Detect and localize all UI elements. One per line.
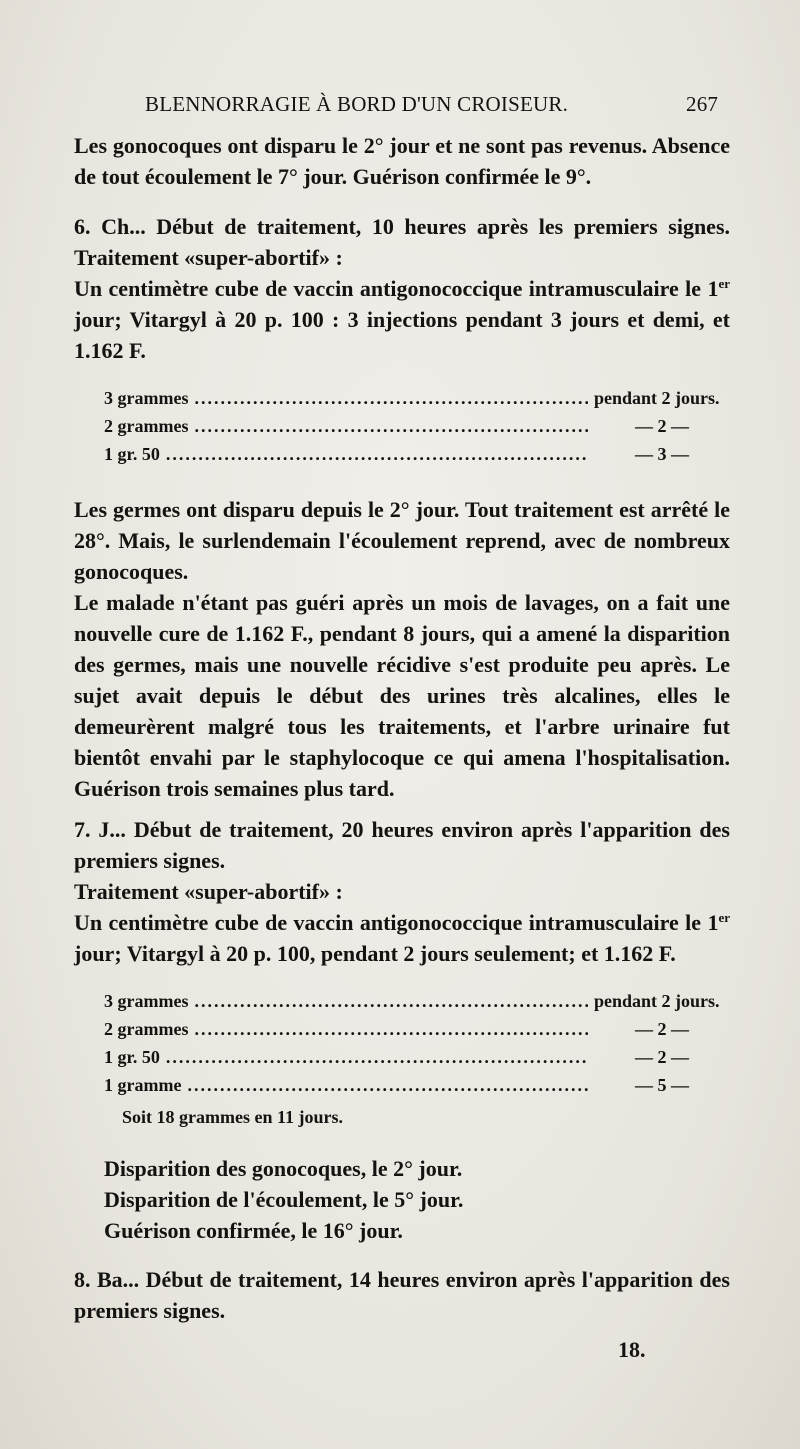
dose-amount: 2 grammes (104, 416, 189, 436)
dose-row (74, 1015, 730, 1043)
page-number: 267 (686, 92, 719, 116)
case6-para2: Le malade n'étant pas guéri après un mois de lavages, on a fait une nouvelle cure de 1.162 F., pendant 8 jours, qui a amené la disparition des germes, mais une nouvelle récidive s'est produite peu après. Le sujet avait depuis le début des urines très alcalines, elles le demeurèrent malgré tous les traitements, et l'arbre urinaire fut bientôt envahi par le staphylocoque ce qui amena l'hospitalisation. Guérison trois semaines plus tard. (74, 590, 730, 801)
dose-row (74, 987, 730, 1015)
running-title: BLENNORRAGIE À BORD D'UN CROISEUR. (145, 92, 569, 116)
dose-duration: — 3 — (635, 444, 689, 464)
case6-treatment (74, 273, 730, 366)
case7-dose-table (74, 987, 730, 1131)
running-header (0, 92, 800, 126)
dose-duration: — 2 — (635, 416, 689, 436)
dose-duration-cell (594, 1043, 730, 1071)
dose-amount: 1 gr. 50 (104, 444, 160, 464)
dose-duration-cell (594, 1071, 730, 1099)
leader-dots (194, 384, 588, 412)
case7-treatment-sup: er (718, 910, 730, 925)
case7-result: Disparition des gonocoques, le 2° jour. (104, 1156, 463, 1181)
dose-amount: 3 grammes (104, 388, 189, 408)
case6-treatment-sup: er (718, 276, 730, 291)
case7-results (74, 1153, 730, 1246)
case7-total: Soit 18 grammes en 11 jours. (122, 1107, 343, 1127)
dose-amount: 2 grammes (104, 1019, 189, 1039)
dose-duration: pendant 2 jours. (594, 991, 720, 1011)
dose-row (74, 1071, 730, 1099)
case7-treatment-b: jour; Vitargyl à 20 p. 100, pendant 2 jours seulement; et 1.162 F. (74, 941, 676, 966)
dose-duration-cell (594, 1015, 730, 1043)
case7-treatment (74, 907, 730, 969)
leader-dots (187, 1071, 588, 1099)
case6-intro: 6. Ch... Début de traitement, 10 heures après les premiers signes. Traitement «super-abortif» : (74, 214, 730, 270)
dose-duration: pendant 2 jours. (594, 388, 720, 408)
leader-dots (194, 987, 588, 1015)
dose-amount: 1 gramme (104, 1075, 182, 1095)
case6-treatment-b: jour; Vitargyl à 20 p. 100 : 3 injections pendant 3 jours et demi, et 1.162 F. (74, 307, 730, 363)
dose-row (74, 412, 730, 440)
case8-intro: 8. Ba... Début de traitement, 14 heures environ après l'apparition des premiers signes. (74, 1267, 730, 1323)
page-body (74, 130, 730, 1326)
dose-duration-cell (594, 440, 730, 468)
leader-dots (166, 1043, 588, 1071)
dose-row (74, 440, 730, 468)
dose-amount: 3 grammes (104, 991, 189, 1011)
dose-duration: — 5 — (635, 1075, 689, 1095)
case7-result: Guérison confirmée, le 16° jour. (104, 1218, 403, 1243)
signature-mark: 18. (618, 1337, 646, 1362)
case6-para1: Les germes ont disparu depuis le 2° jour. Tout traitement est arrêté le 28°. Mais, le surlendemain l'écoulement reprend, avec de nombreux gonocoques. (74, 497, 730, 584)
case7-result: Disparition de l'écoulement, le 5° jour. (104, 1187, 464, 1212)
case7-treatment-label: Traitement «super-abortif» : (74, 879, 343, 904)
dose-duration: — 2 — (635, 1019, 689, 1039)
leader-dots (194, 1015, 588, 1043)
case7-intro: 7. J... Début de traitement, 20 heures environ après l'apparition des premiers signes. (74, 817, 730, 873)
case6-treatment-a: Un centimètre cube de vaccin antigonococcique intramusculaire le 1 (74, 276, 719, 301)
dose-row (74, 384, 730, 412)
case6-dose-table (74, 384, 730, 468)
dose-duration-cell (594, 412, 730, 440)
leader-dots (166, 440, 588, 468)
case7-treatment-a: Un centimètre cube de vaccin antigonococcique intramusculaire le 1 (74, 910, 719, 935)
dose-row (74, 1043, 730, 1071)
dose-amount: 1 gr. 50 (104, 1047, 160, 1067)
paragraph-case5-end: Les gonocoques ont disparu le 2° jour et ne sont pas revenus. Absence de tout écoulement le 7° jour. Guérison confirmée le 9°. (74, 133, 730, 189)
dose-duration: — 2 — (635, 1047, 689, 1067)
leader-dots (194, 412, 588, 440)
